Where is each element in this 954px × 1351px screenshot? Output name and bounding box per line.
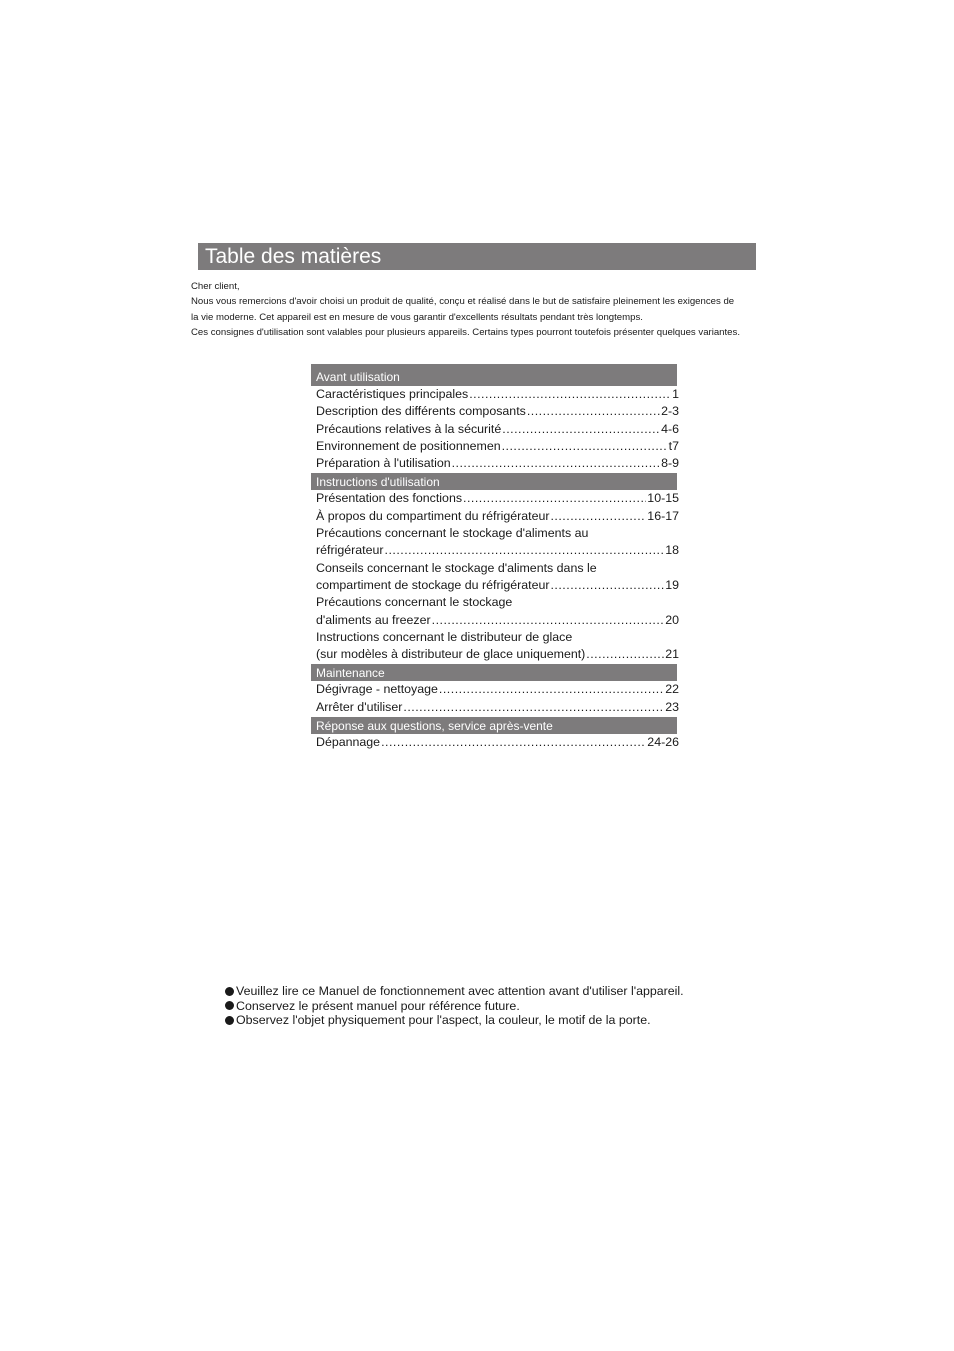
toc-page-number: 19 (665, 577, 679, 592)
toc-page-number: 24-26 (647, 735, 679, 750)
toc-entry-label: Dépannage (316, 735, 381, 750)
toc-dot-leader (527, 403, 660, 420)
toc-entry-label: Instructions concernant le distributeur de glace (316, 629, 573, 644)
toc-entry[interactable] (311, 560, 679, 595)
toc-entry-label: Présentation des fonctions (316, 491, 463, 506)
bullet-icon (225, 987, 234, 996)
toc-section-header: Réponse aux questions, service après-vente (311, 717, 677, 734)
toc-entry-label: Préparation à l'utilisation (316, 456, 451, 471)
toc-dot-leader (502, 438, 668, 455)
toc-entry[interactable] (311, 699, 679, 716)
intro-greeting: Cher client, (191, 281, 240, 292)
toc-dot-leader (385, 542, 665, 559)
toc-dot-leader (502, 421, 660, 438)
toc-page-number: 16-17 (647, 508, 679, 523)
toc-entry-label: Précautions concernant le stockage d'aliments au (316, 526, 589, 541)
toc-entry-label: Caractéristiques principales (316, 387, 469, 401)
toc-entry[interactable] (311, 386, 679, 403)
toc-page-number: 2-3 (661, 404, 679, 419)
table-of-contents (311, 364, 679, 751)
toc-entry[interactable] (311, 594, 679, 629)
toc-entry-label: d'aliments au freezer (316, 612, 431, 627)
toc-dot-leader (586, 646, 664, 663)
bullet-icon (225, 1001, 234, 1010)
toc-page-number: 21 (665, 647, 679, 662)
toc-page-number: 1 (672, 387, 679, 401)
toc-page-number: 8-9 (661, 456, 679, 471)
toc-entry[interactable] (311, 508, 679, 525)
toc-entry-label: Arrêter d'utiliser (316, 699, 403, 714)
toc-page-number: 23 (665, 699, 679, 714)
toc-entry-label: À propos du compartiment du réfrigérateur (316, 508, 550, 523)
toc-entry[interactable] (311, 629, 679, 664)
toc-dot-leader (463, 490, 646, 507)
page-title: Table des matières (198, 243, 756, 270)
toc-dot-leader (381, 734, 646, 751)
toc-entry[interactable] (311, 438, 679, 455)
note-item (225, 984, 684, 999)
toc-entry-label: réfrigérateur (316, 543, 384, 558)
toc-dot-leader (452, 455, 660, 472)
note-text: Observez l'objet physiquement pour l'aspect, la couleur, le motif de la porte. (236, 1013, 651, 1028)
toc-dot-leader (469, 386, 671, 403)
note-text: Conservez le présent manuel pour référence future. (236, 998, 520, 1013)
toc-entry-label: Dégivrage - nettoyage (316, 682, 438, 697)
toc-entry[interactable] (311, 421, 679, 438)
note-item (225, 1013, 684, 1028)
intro-paragraph-line: Ces consignes d'utilisation sont valables pour plusieurs appareils. Certains types pourront toutefois présenter quelques variantes. (191, 326, 740, 338)
intro-paragraph-line: la vie moderne. Cet appareil est en mesure de vous garantir d'excellents résultats pendant très longtemps. (191, 311, 643, 323)
toc-dot-leader (550, 508, 646, 525)
toc-entry-label: (sur modèles à distributeur de glace uniquement) (316, 647, 586, 662)
toc-section-header: Maintenance (311, 664, 677, 681)
toc-dot-leader (439, 681, 664, 698)
toc-page-number: 20 (665, 612, 679, 627)
note-item (225, 999, 684, 1014)
toc-entry[interactable] (311, 734, 679, 751)
toc-page-number: 22 (665, 682, 679, 697)
toc-entry-label: Conseils concernant le stockage d'aliments dans le (316, 560, 597, 575)
intro-paragraph-line: Nous vous remercions d'avoir choisi un produit de qualité, conçu et réalisé dans le but de satisfaire pleinement les exigences de (191, 296, 735, 308)
toc-entry[interactable] (311, 525, 679, 560)
bullet-icon (225, 1016, 234, 1025)
toc-dot-leader (550, 577, 664, 594)
toc-dot-leader (403, 699, 664, 716)
toc-page-number: t7 (668, 438, 679, 453)
toc-entry[interactable] (311, 403, 679, 420)
toc-entry-label: compartiment de stockage du réfrigérateur (316, 577, 550, 592)
toc-page-number: 18 (665, 543, 679, 558)
toc-section-header: Instructions d'utilisation (311, 473, 677, 490)
toc-entry[interactable] (311, 490, 679, 507)
toc-entry-label: Précautions relatives à la sécurité (316, 421, 502, 436)
notes-list (225, 984, 684, 1028)
toc-dot-leader (432, 612, 665, 629)
note-text: Veuillez lire ce Manuel de fonctionnement avec attention avant d'utiliser l'appareil. (236, 984, 684, 998)
toc-page-number: 4-6 (661, 421, 679, 436)
toc-entry-label: Précautions concernant le stockage (316, 595, 513, 610)
toc-page-number: 10-15 (647, 491, 679, 506)
toc-entry-label: Description des différents composants (316, 404, 526, 419)
intro-text (191, 279, 776, 340)
toc-entry[interactable] (311, 455, 679, 472)
toc-entry[interactable] (311, 681, 679, 698)
toc-entry-label: Environnement de positionnemen (316, 438, 501, 453)
toc-section-header: Avant utilisation (311, 364, 677, 386)
